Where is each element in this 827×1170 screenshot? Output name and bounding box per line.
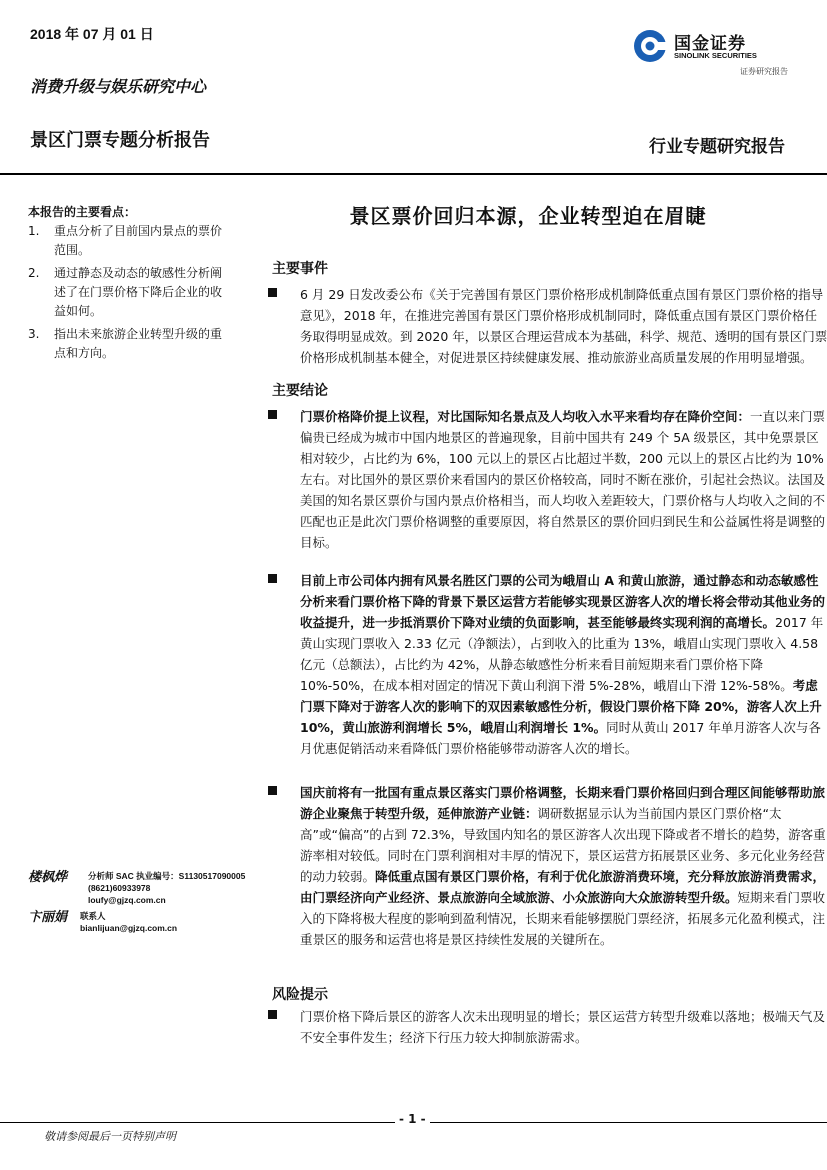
risk-title: 风险提示 <box>272 987 328 1003</box>
analyst-sac-number: 分析师 SAC 执业编号：S1130517090005 <box>88 871 246 881</box>
bullet-square-icon <box>268 1010 277 1019</box>
company-logo <box>632 26 802 82</box>
analyst-name: 楼枫烨 <box>28 870 68 885</box>
list-item <box>28 264 228 321</box>
conclusion-bold: 目前上市公司体内拥有风景名胜区门票的公司为峨眉山 A 和黄山旅游，通过静态和动态敏感性分析来看门票价格下降的背景下景区运营方若能够实现景区游客人次的增长将会带动其他业务的收益提升，进一步抵消票价下降对业绩的负面影响，甚至能够最终实现利润的高增长。 <box>300 573 826 630</box>
conclusion-bold: 国庆前将有一批国有重点景区落实门票价格调整，长期来看门票价格回归到合理区间能够帮助旅游企业聚焦于转型升级，延伸旅游产业链： <box>300 785 826 821</box>
conclusion-bold: 门票价格降价提上议程，对比国际知名景点及人均收入水平来看均存在降价空间： <box>300 409 751 424</box>
conclusion-item <box>300 782 827 950</box>
list-item-number: 1. <box>28 224 40 238</box>
report-title: 景区门票专题分析报告 <box>30 130 210 151</box>
logo-tagline: 证券研究报告 <box>740 67 788 76</box>
risk-item <box>300 1006 827 1048</box>
analyst-email[interactable]: loufy@gjzq.com.cn <box>88 895 166 905</box>
conclusion-text-2: 短期来看门票收入的下降将极大程度的影响到盈利情况，长期来看能够摆脱门票经济，拓展多元化盈利模式，注重景区的服务和运营也将是景区持续性发展的关键所在。 <box>300 890 826 947</box>
report-date: 2018 年 07 月 01 日 <box>30 26 154 42</box>
event-item <box>300 284 827 368</box>
conclusion-text: 2017 年黄山实现门票收入 2.33 亿元（净额法），占到收入的比重为 13%，峨眉山实现门票收入 4.58 亿元（总额法），占比约为 42%，从静态敏感性分析来看目前短期来看门票价格下降 10%-50%，在成本相对固定的情况下黄山利润下滑 5%-28%，峨眉山下滑 12%-58%。 <box>300 615 824 693</box>
bullet-square-icon <box>268 410 277 419</box>
list-item-text: 重点分析了目前国内景点的票价范围。 <box>54 224 223 257</box>
contact-name: 卞丽娟 <box>28 910 68 925</box>
list-item <box>28 325 228 363</box>
header-divider <box>0 173 827 175</box>
conclusion-text: 一直以来门票偏贵已经成为城市中国内地景区的普遍现象，目前中国共有 249 个 5A 级景区，其中免票景区相对较少，占比约为 6%，100 元以上的景区占比超过半数，200 元以上的景区占比约为 10%左右。对比国外的景区票价来看国内的景区价格较高，同时不断在涨价，引起社会热议。法国及美国的知名景区票价与国内景点价格相当，而人均收入差距较大，门票价格与人均收入之间的不匹配也正是此次门票价格调整的重要原因，将自然景区的票价回归到民生和公益属性将是调整的目标。 <box>300 409 826 550</box>
disclaimer-note: 敬请参阅最后一页特别声明 <box>44 1130 176 1143</box>
logo-english-name: SINOLINK SECURITIES <box>674 51 757 60</box>
list-item-text: 指出未来旅游企业转型升级的重点和方向。 <box>54 327 223 360</box>
list-item-number: 3. <box>28 327 40 341</box>
event-text: 6 月 29 日发改委公布《关于完善国有景区门票价格形成机制降低重点国有景区门票价格的指导意见》，2018 年，在推进完善国有景区门票价格形成机制同时，降低重点国有景区门票价格任务取得明显成效。到 2020 年，以景区合理运营成本为基础，科学、规范、透明的国有景区门票价格形成机制基本健全，对促进景区持续健康发展、推动旅游业高质量发展的作用明显增强。 <box>300 287 827 365</box>
bullet-square-icon <box>268 786 277 795</box>
conclusion-item <box>300 406 827 553</box>
conclusion-bold-2: 考虑门票下降对于游客人次的影响下的双因素敏感性分析，假设门票价格下降 20%，游客人次上升 10%，黄山旅游利润增长 5%，峨眉山利润增长 1%。 <box>300 678 822 735</box>
conclusion-item <box>300 570 827 759</box>
page-number: - 1 - <box>395 1112 430 1126</box>
list-item <box>28 222 228 260</box>
risk-text: 门票价格下降后景区的游客人次未出现明显的增长；景区运营方转型升级难以落地；极端天气及不安全事件发生；经济下行压力较大抑制旅游需求。 <box>300 1009 826 1045</box>
contact-role: 联系人 <box>80 911 106 921</box>
report-type: 行业专题研究报告 <box>649 137 785 157</box>
bullet-square-icon <box>268 288 277 297</box>
logo-name: 国金证券 <box>674 34 746 54</box>
conclusion-text: 调研数据显示认为当前国内景区门票价格“太高”或“偏高”的占到 72.3%，导致国内知名的景区游客人次出现下降或者不增长的趋势，游客重游率相对较低。同时在门票利润相对丰厚的情况下，景区运营方拓展景区业务、多元化业务经营的动力较弱。 <box>300 806 826 884</box>
highlights-list <box>28 222 228 367</box>
sinolink-logo-icon <box>632 28 668 64</box>
list-item-text: 通过静态及动态的敏感性分析阐述了在门票价格下降后企业的收益如何。 <box>54 266 223 318</box>
headline: 景区票价回归本源，企业转型迫在眉睫 <box>349 204 707 228</box>
conclusion-bold-2: 降低重点国有景区门票价格，有利于优化旅游消费环境，充分释放旅游消费需求，由门票经济向产业经济、景点旅游向全域旅游、小众旅游向大众旅游转型升级。 <box>300 869 826 905</box>
research-center: 消费升级与娱乐研究中心 <box>30 77 207 96</box>
list-item-number: 2. <box>28 266 40 280</box>
contact-email[interactable]: bianlijuan@gjzq.com.cn <box>80 923 178 933</box>
conclusions-title: 主要结论 <box>272 383 328 399</box>
analyst-phone: (8621)60933978 <box>88 883 151 893</box>
events-title: 主要事件 <box>272 261 328 277</box>
conclusion-text-2: 同时从黄山 2017 年单月游客人次与各月优惠促销活动来看降低门票价格能够带动游客人次的增长。 <box>300 720 821 756</box>
bullet-square-icon <box>268 574 277 583</box>
highlights-title: 本报告的主要看点： <box>28 205 137 219</box>
